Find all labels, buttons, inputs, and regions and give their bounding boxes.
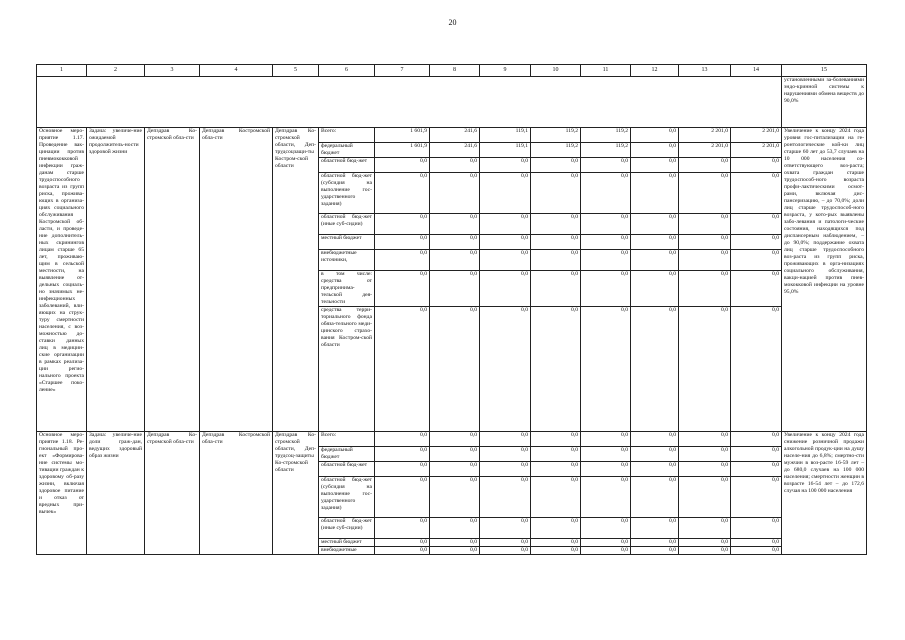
funding-value: 0,0 <box>375 214 430 235</box>
funding-type-label: областной бюд-жет <box>319 158 375 173</box>
page-number: 20 <box>448 18 457 27</box>
funding-value: 0,0 <box>581 235 631 250</box>
funding-type-label: областной бюд-жет (иные суб-сидии) <box>319 214 375 235</box>
funding-value: 0,0 <box>581 477 631 518</box>
funding-value: 0,0 <box>375 271 430 307</box>
funding-value: 0,0 <box>631 477 679 518</box>
funding-value: 0,0 <box>375 158 430 173</box>
column-number: 1 <box>37 65 87 77</box>
funding-value: 0,0 <box>581 250 631 271</box>
column-number: 13 <box>679 65 731 77</box>
funding-type-label: областной бюд-жет (субсидия на выполнение гос-ударственного задания) <box>319 477 375 518</box>
funding-value: 0,0 <box>731 477 782 518</box>
column-number: 6 <box>319 65 375 77</box>
column-number: 11 <box>581 65 631 77</box>
column-number: 4 <box>200 65 273 77</box>
funding-type-label: внебюджетные источники, <box>319 250 375 271</box>
funding-value: 0,0 <box>679 447 731 462</box>
funding-value: 0,0 <box>430 271 480 307</box>
funding-value: 0,0 <box>480 250 531 271</box>
column-number: 14 <box>731 65 782 77</box>
funding-value: 0,0 <box>430 462 480 477</box>
funding-value: 0,0 <box>375 447 430 462</box>
program-events-table <box>36 64 867 555</box>
funding-value: 0,0 <box>731 547 782 555</box>
funding-value: 0,0 <box>631 143 679 158</box>
funding-value: 0,0 <box>581 539 631 547</box>
funding-value: 0,0 <box>581 307 631 432</box>
funding-value: 0,0 <box>731 432 782 447</box>
funding-value: 0,0 <box>375 235 430 250</box>
m17-executor: Депздрав Ко-стромской обла-сти <box>145 128 200 432</box>
funding-value: 0,0 <box>480 518 531 539</box>
funding-value: 0,0 <box>531 547 581 555</box>
funding-value: 0,0 <box>480 547 531 555</box>
funding-value: 0,0 <box>531 214 581 235</box>
funding-value: 2 201,0 <box>731 143 782 158</box>
funding-value: 0,0 <box>480 477 531 518</box>
funding-value: 119,2 <box>531 128 581 143</box>
m18-expected-result: Увеличение к концу 2024 года снижение розничной продажи алкогольной продук-ции на душу населе-ния до 6,8%; смертно-сти мужчин в воз-расте 16-59 лет – до 680,0 случаев на 100 000 населения; смертности женщин в возрасте 16-54 лет – до 172,6 случая на 100 000 населения <box>782 432 867 555</box>
funding-value: 0,0 <box>679 158 731 173</box>
funding-value: 0,0 <box>731 271 782 307</box>
funding-value: 0,0 <box>430 447 480 462</box>
funding-value: 0,0 <box>679 214 731 235</box>
funding-type-label: внебюджетные <box>319 547 375 555</box>
m18-task: Задача: увеличе-ние доли граж-дан, ведущих здоровый образ жизни <box>87 432 145 555</box>
funding-value: 0,0 <box>631 250 679 271</box>
funding-value: 0,0 <box>531 539 581 547</box>
funding-type-label: областной бюд-жет <box>319 462 375 477</box>
m17-funding-source: Депздрав Ко-стромской области, Деп-трудсоцзащи-ты Костром-ской области <box>273 128 319 432</box>
funding-value: 0,0 <box>679 307 731 432</box>
funding-value: 0,0 <box>531 271 581 307</box>
funding-value: 0,0 <box>430 173 480 214</box>
funding-value: 2 201,0 <box>679 143 731 158</box>
funding-value: 0,0 <box>581 462 631 477</box>
funding-value: 119,2 <box>581 128 631 143</box>
funding-value: 0,0 <box>631 547 679 555</box>
column-number: 7 <box>375 65 430 77</box>
funding-value: 0,0 <box>581 518 631 539</box>
funding-value: 119,1 <box>480 128 531 143</box>
column-number: 8 <box>430 65 480 77</box>
funding-value: 0,0 <box>375 173 430 214</box>
funding-value: 0,0 <box>731 235 782 250</box>
funding-value: 119,2 <box>581 143 631 158</box>
column-number: 3 <box>145 65 200 77</box>
funding-value: 0,0 <box>631 235 679 250</box>
funding-value: 0,0 <box>531 173 581 214</box>
funding-value: 0,0 <box>375 547 430 555</box>
funding-value: 0,0 <box>731 214 782 235</box>
funding-value: 0,0 <box>679 462 731 477</box>
funding-value: 119,2 <box>531 143 581 158</box>
funding-value: 0,0 <box>375 432 430 447</box>
funding-value: 0,0 <box>375 518 430 539</box>
funding-value: 0,0 <box>531 462 581 477</box>
funding-value: 0,0 <box>430 158 480 173</box>
funding-value: 119,1 <box>480 143 531 158</box>
funding-value: 0,0 <box>375 477 430 518</box>
funding-value: 0,0 <box>430 235 480 250</box>
funding-value: 0,0 <box>430 518 480 539</box>
funding-value: 1 601,9 <box>375 143 430 158</box>
funding-type-label: областной бюд-жет (субсидия на выполнение гос-ударственного задания) <box>319 173 375 214</box>
funding-value: 0,0 <box>581 432 631 447</box>
funding-value: 0,0 <box>631 158 679 173</box>
continuation-row <box>37 77 867 128</box>
funding-value: 0,0 <box>731 173 782 214</box>
funding-value: 0,0 <box>731 307 782 432</box>
funding-value: 0,0 <box>679 547 731 555</box>
funding-value: 0,0 <box>531 250 581 271</box>
funding-value: 2 201,0 <box>679 128 731 143</box>
funding-value: 1 601,9 <box>375 128 430 143</box>
funding-value: 0,0 <box>731 158 782 173</box>
funding-value: 0,0 <box>531 477 581 518</box>
m17-event-name: Основное меро-приятие 1.17. Проведение вак-цинации против пневмококковой инфекции граж-данам старше трудоспособного возраста из групп риска, прожива-ющих в организа-циях социального обслуживания Костромской об-ласти, и проведе-ние дополнитель-ных скринингов лицам старше 65 лет, проживаю-щим в сельской местности, на выявление от-дельных социаль-но значимых не-инфекционных заболеваний, вли-яющих на струк-туру смертности населения, с воз-можностью до-ставки данных лиц в медицин-ские организации в рамках реализа-ции регио-нального проекта «Старшее поко-ление» <box>37 128 87 432</box>
funding-value: 0,0 <box>480 158 531 173</box>
funding-value: 0,0 <box>480 214 531 235</box>
funding-value: 0,0 <box>531 307 581 432</box>
funding-value: 0,0 <box>531 447 581 462</box>
funding-value: 0,0 <box>679 518 731 539</box>
funding-value: 0,0 <box>430 432 480 447</box>
funding-value: 0,0 <box>375 462 430 477</box>
funding-type-label: Всего: <box>319 432 375 447</box>
funding-value: 0,0 <box>679 235 731 250</box>
funding-value: 0,0 <box>531 518 581 539</box>
funding-value: 0,0 <box>581 271 631 307</box>
m18-executor: Депздрав Ко-стромской обла-сти <box>145 432 200 555</box>
funding-type-label: средства терри-ториального фонда обяза-тельного меди-цинского страхо-вания Костром-ской области <box>319 307 375 432</box>
column-number: 15 <box>782 65 867 77</box>
column-number: 9 <box>480 65 531 77</box>
funding-value: 0,0 <box>581 547 631 555</box>
funding-value: 0,0 <box>430 307 480 432</box>
funding-value: 0,0 <box>679 271 731 307</box>
funding-value: 0,0 <box>480 539 531 547</box>
funding-type-label: федеральный бюджет <box>319 447 375 462</box>
funding-value: 0,0 <box>430 477 480 518</box>
funding-value: 0,0 <box>631 462 679 477</box>
funding-value: 0,0 <box>531 158 581 173</box>
column-number: 5 <box>273 65 319 77</box>
funding-value: 0,0 <box>631 214 679 235</box>
funding-value: 241,6 <box>430 128 480 143</box>
funding-value: 0,0 <box>375 250 430 271</box>
funding-value: 0,0 <box>480 173 531 214</box>
funding-value: 0,0 <box>375 307 430 432</box>
funding-value: 0,0 <box>581 447 631 462</box>
column-number: 12 <box>631 65 679 77</box>
funding-value: 0,0 <box>430 214 480 235</box>
m17-coexecutor: Депздрав Костромской обла-сти <box>200 128 273 432</box>
funding-value: 0,0 <box>581 173 631 214</box>
funding-type-label: Всего: <box>319 128 375 143</box>
funding-type-label: областной бюд-жет (иные суб-сидии) <box>319 518 375 539</box>
funding-value: 0,0 <box>679 432 731 447</box>
funding-value: 0,0 <box>430 547 480 555</box>
funding-value: 0,0 <box>480 462 531 477</box>
funding-type-label: федеральный бюджет <box>319 143 375 158</box>
funding-value: 0,0 <box>631 271 679 307</box>
funding-value: 0,0 <box>731 539 782 547</box>
m18-funding-row <box>37 432 867 447</box>
funding-value: 0,0 <box>430 250 480 271</box>
column-number: 2 <box>87 65 145 77</box>
funding-value: 241,6 <box>430 143 480 158</box>
funding-value: 0,0 <box>430 539 480 547</box>
funding-value: 0,0 <box>531 235 581 250</box>
funding-value: 0,0 <box>731 447 782 462</box>
funding-value: 0,0 <box>631 173 679 214</box>
m17-funding-row <box>37 128 867 143</box>
funding-value: 0,0 <box>480 271 531 307</box>
m18-event-name: Основное меро-приятие 1.18. Ре-гиональный про-ект «Формирова-ние системы мо-тивации граждан к здоровому об-разу жизни, включая здоровое питание и отказ от вредных при-вычек» <box>37 432 87 555</box>
funding-value: 0,0 <box>581 158 631 173</box>
funding-value: 0,0 <box>679 477 731 518</box>
funding-value: 0,0 <box>731 250 782 271</box>
funding-value: 0,0 <box>375 539 430 547</box>
funding-value: 0,0 <box>631 128 679 143</box>
funding-value: 0,0 <box>480 307 531 432</box>
funding-value: 0,0 <box>480 447 531 462</box>
m17-task: Задача: увеличе-ние ожидаемой продолжитель-ности здоровой жизни <box>87 128 145 432</box>
funding-value: 0,0 <box>631 539 679 547</box>
funding-value: 0,0 <box>679 173 731 214</box>
funding-value: 0,0 <box>631 518 679 539</box>
continuation-result: установленными за-болеваниями эндо-кринной системы к нарушениями обмена веществ до 90,0% <box>782 77 867 128</box>
funding-value: 2 201,0 <box>731 128 782 143</box>
funding-value: 0,0 <box>731 462 782 477</box>
continuation-empty <box>37 77 782 128</box>
funding-value: 0,0 <box>731 518 782 539</box>
funding-type-label: в том числе: средства от предпринима-тельской дея-тельности <box>319 271 375 307</box>
funding-value: 0,0 <box>480 235 531 250</box>
m17-expected-result: Увеличение к концу 2024 года уровня гос-питализации на ге-ронтологические кой-ки лиц старше 60 лет до 53,7 случаев на 10 000 населения со-ответствующего воз-раста; охвата граждан старше трудоспособ-ного возраста профи-лактическими осмот-рами, включая дис-пансеризацию, – до 70,0%; доли лиц старше трудоспособ-ного возраста, у кото-рых выявлены забо-левания и патологи-ческие состояния, находящихся под диспансерным наблюдением, – до 90,0%; поддержание охвата лиц старше трудоспособного воз-раста из групп риска, проживающих в орга-низациях социального обслуживания, вакци-нацией против пнев-мококковой инфекции на уровне 95,0% <box>782 128 867 432</box>
funding-value: 0,0 <box>631 447 679 462</box>
funding-value: 0,0 <box>581 214 631 235</box>
funding-value: 0,0 <box>480 432 531 447</box>
m18-coexecutor: Депздрав Костромской обла-сти <box>200 432 273 555</box>
funding-type-label: местный бюджет <box>319 235 375 250</box>
funding-value: 0,0 <box>631 307 679 432</box>
funding-value: 0,0 <box>679 250 731 271</box>
m18-funding-source: Депздрав Ко-стромской области, Деп-трудсоц-защиты Ко-стромской области <box>273 432 319 555</box>
column-number: 10 <box>531 65 581 77</box>
funding-value: 0,0 <box>531 432 581 447</box>
funding-value: 0,0 <box>679 539 731 547</box>
funding-type-label: местный бюджет <box>319 539 375 547</box>
funding-value: 0,0 <box>631 432 679 447</box>
column-numbers-row <box>37 65 867 77</box>
